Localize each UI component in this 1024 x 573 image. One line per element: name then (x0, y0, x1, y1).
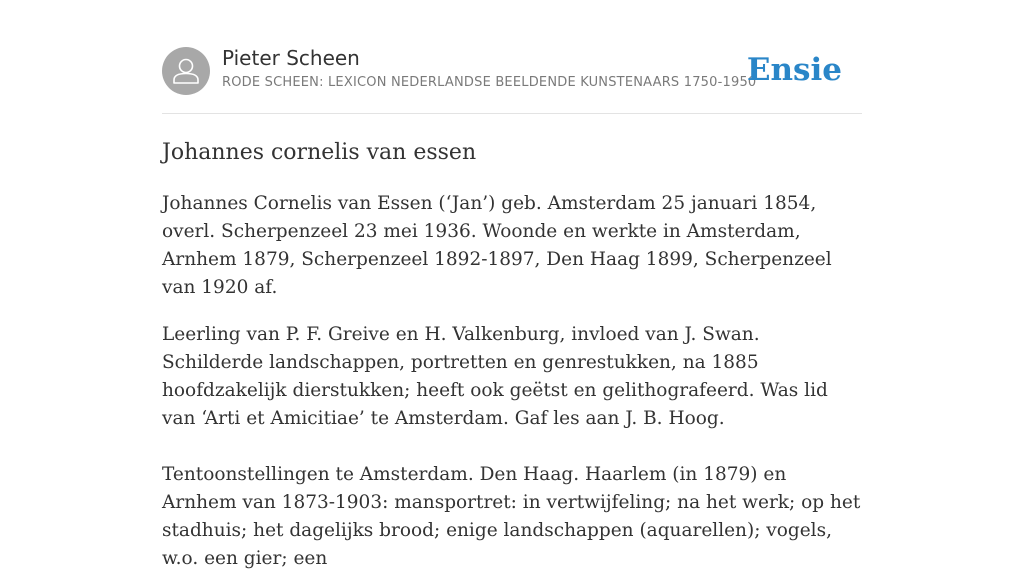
article-title: Johannes cornelis van essen (162, 140, 477, 165)
person-icon (162, 47, 210, 95)
article-paragraph: Johannes Cornelis van Essen (‘Jan’) geb. Amsterdam 25 januari 1854, overl. Scherpenzeel 23 mei 1936. Woonde en werkte in Amsterdam, Arnhem 1879, Scherpenzeel 1892-1897, Den Haag 1899, Scherpenzeel van 1920 af. (162, 193, 832, 298)
article-paragraph: Leerling van P. F. Greive en H. Valkenburg, invloed van J. Swan. Schilderde landschappen, portretten en genrestukken, na 1885 hoofdzakelijk dierstukken; heeft ook geëtst en gelithografeerd. Was lid van ‘Arti et Amicitiae’ te Amsterdam. Gaf les aan J. B. Hoog. (162, 324, 828, 429)
author-avatar[interactable] (162, 47, 210, 95)
content-container (162, 0, 862, 569)
ensie-logo[interactable]: Ensie (746, 52, 842, 88)
author-name[interactable]: Pieter Scheen (222, 46, 360, 70)
page-header (162, 0, 862, 114)
article-paragraph: Tentoonstellingen te Amsterdam. Den Haag. Haarlem (in 1879) en Arnhem van 1873-1903: mansportret: in vertwijfeling; na het werk; op het stadhuis; het dagelijks brood; enige landschappen (aquarellen); vogels, w.o. een gier; een (162, 464, 861, 569)
source-title[interactable]: RODE SCHEEN: LEXICON NEDERLANDSE BEELDENDE KUNSTENAARS 1750-1950 (222, 75, 757, 90)
article-body (162, 190, 862, 573)
